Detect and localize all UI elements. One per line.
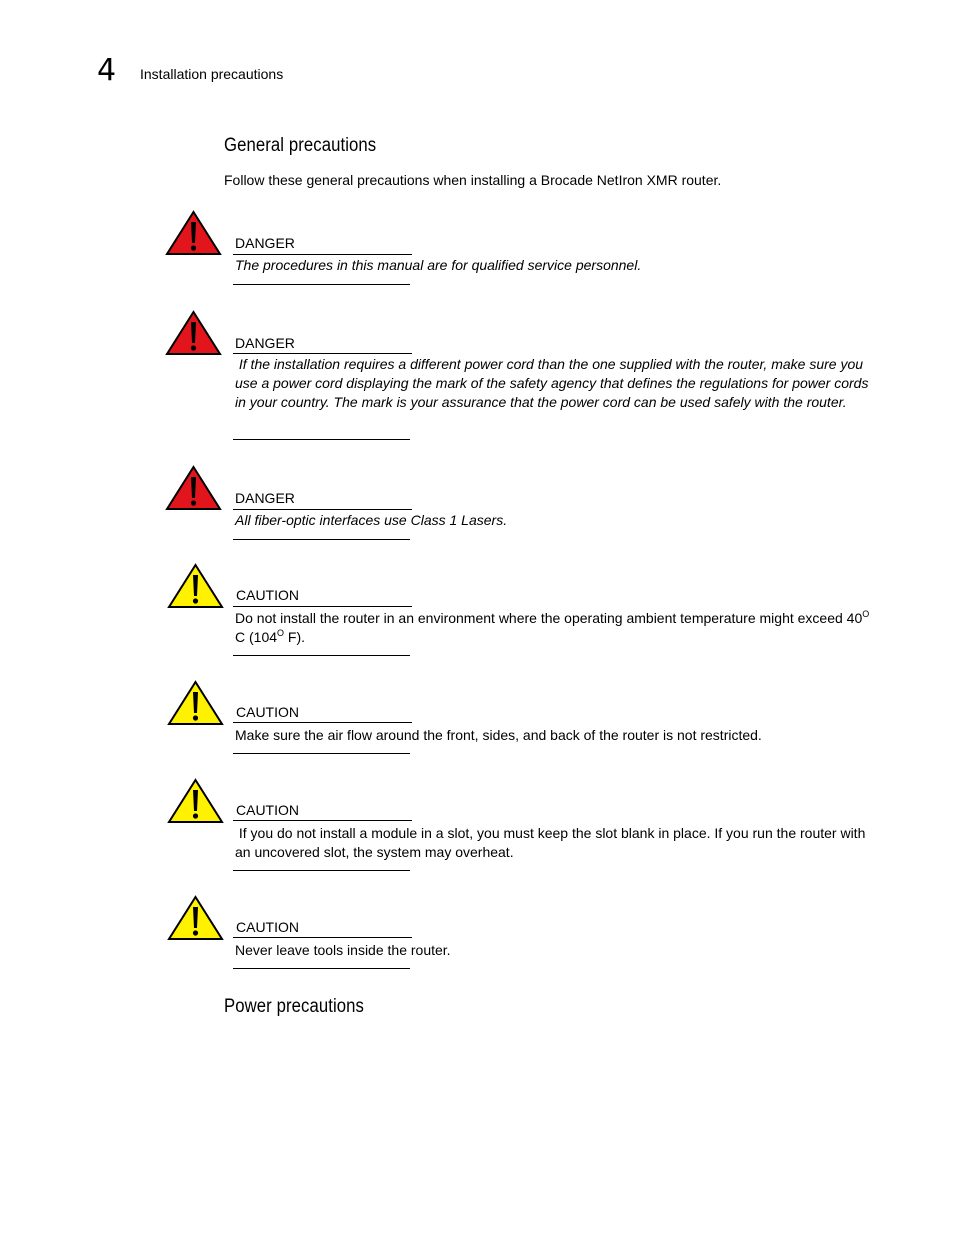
notice-text-part: C (104 — [235, 629, 278, 645]
caution-warning-icon — [167, 563, 224, 609]
notice-top-rule — [233, 820, 412, 821]
notice-label: CAUTION — [236, 802, 299, 818]
section-title-general: General precautions — [224, 135, 377, 156]
caution-warning-icon — [167, 895, 224, 941]
notice-bottom-rule — [233, 284, 410, 285]
caution-warning-icon — [167, 778, 224, 824]
notice-text-part: F). — [284, 629, 306, 645]
section-title-power: Power precautions — [224, 996, 364, 1017]
notice-label: CAUTION — [236, 704, 299, 720]
notice-text: Make sure the air flow around the front, sides, and back of the router is not restricted. — [235, 727, 762, 743]
notice-top-rule — [233, 937, 412, 938]
danger-warning-icon — [165, 210, 222, 256]
chapter-number: 4 — [97, 53, 117, 88]
notice-text: All fiber-optic interfaces use Class 1 Lasers. — [235, 512, 508, 528]
notice-bottom-rule — [233, 753, 410, 754]
notice-top-rule — [233, 353, 412, 354]
running-header: Installation precautions — [140, 66, 284, 82]
notice-top-rule — [233, 509, 412, 510]
notice-bottom-rule — [233, 439, 410, 440]
notice-bottom-rule — [233, 539, 410, 540]
caution-warning-icon — [167, 680, 224, 726]
notice-label: DANGER — [235, 235, 295, 251]
notice-text: If the installation requires a different power cord than the one supplied with the router, make sure you use a power cord displaying the mark of the safety agency that defines the regulations for power cords in your country. The mark is your assurance that the power cord can be used safely with the router. — [235, 356, 873, 410]
notice-text-part: Do not install the router in an environment where the operating ambient temperature might exceed 40 — [235, 610, 863, 626]
notice-top-rule — [233, 254, 412, 255]
notice-label: CAUTION — [236, 919, 299, 935]
notice-text — [235, 609, 875, 647]
notice-bottom-rule — [233, 870, 410, 871]
danger-warning-icon — [165, 310, 222, 356]
notice-top-rule — [233, 606, 412, 607]
notice-label: DANGER — [235, 335, 295, 351]
danger-warning-icon — [165, 465, 222, 511]
notice-label: CAUTION — [236, 587, 299, 603]
notice-label: DANGER — [235, 490, 295, 506]
notice-text: If you do not install a module in a slot, you must keep the slot blank in place. If you run the router with an uncovered slot, the system may overheat. — [235, 825, 870, 860]
notice-text: The procedures in this manual are for qualified service personnel. — [235, 257, 642, 273]
notice-bottom-rule — [233, 655, 410, 656]
notice-bottom-rule — [233, 968, 410, 969]
degree-symbol: O — [862, 609, 870, 619]
degree-symbol: O — [277, 628, 285, 638]
notice-text: Never leave tools inside the router. — [235, 942, 451, 958]
intro-paragraph: Follow these general precautions when installing a Brocade NetIron XMR router. — [224, 172, 722, 188]
notice-top-rule — [233, 722, 412, 723]
